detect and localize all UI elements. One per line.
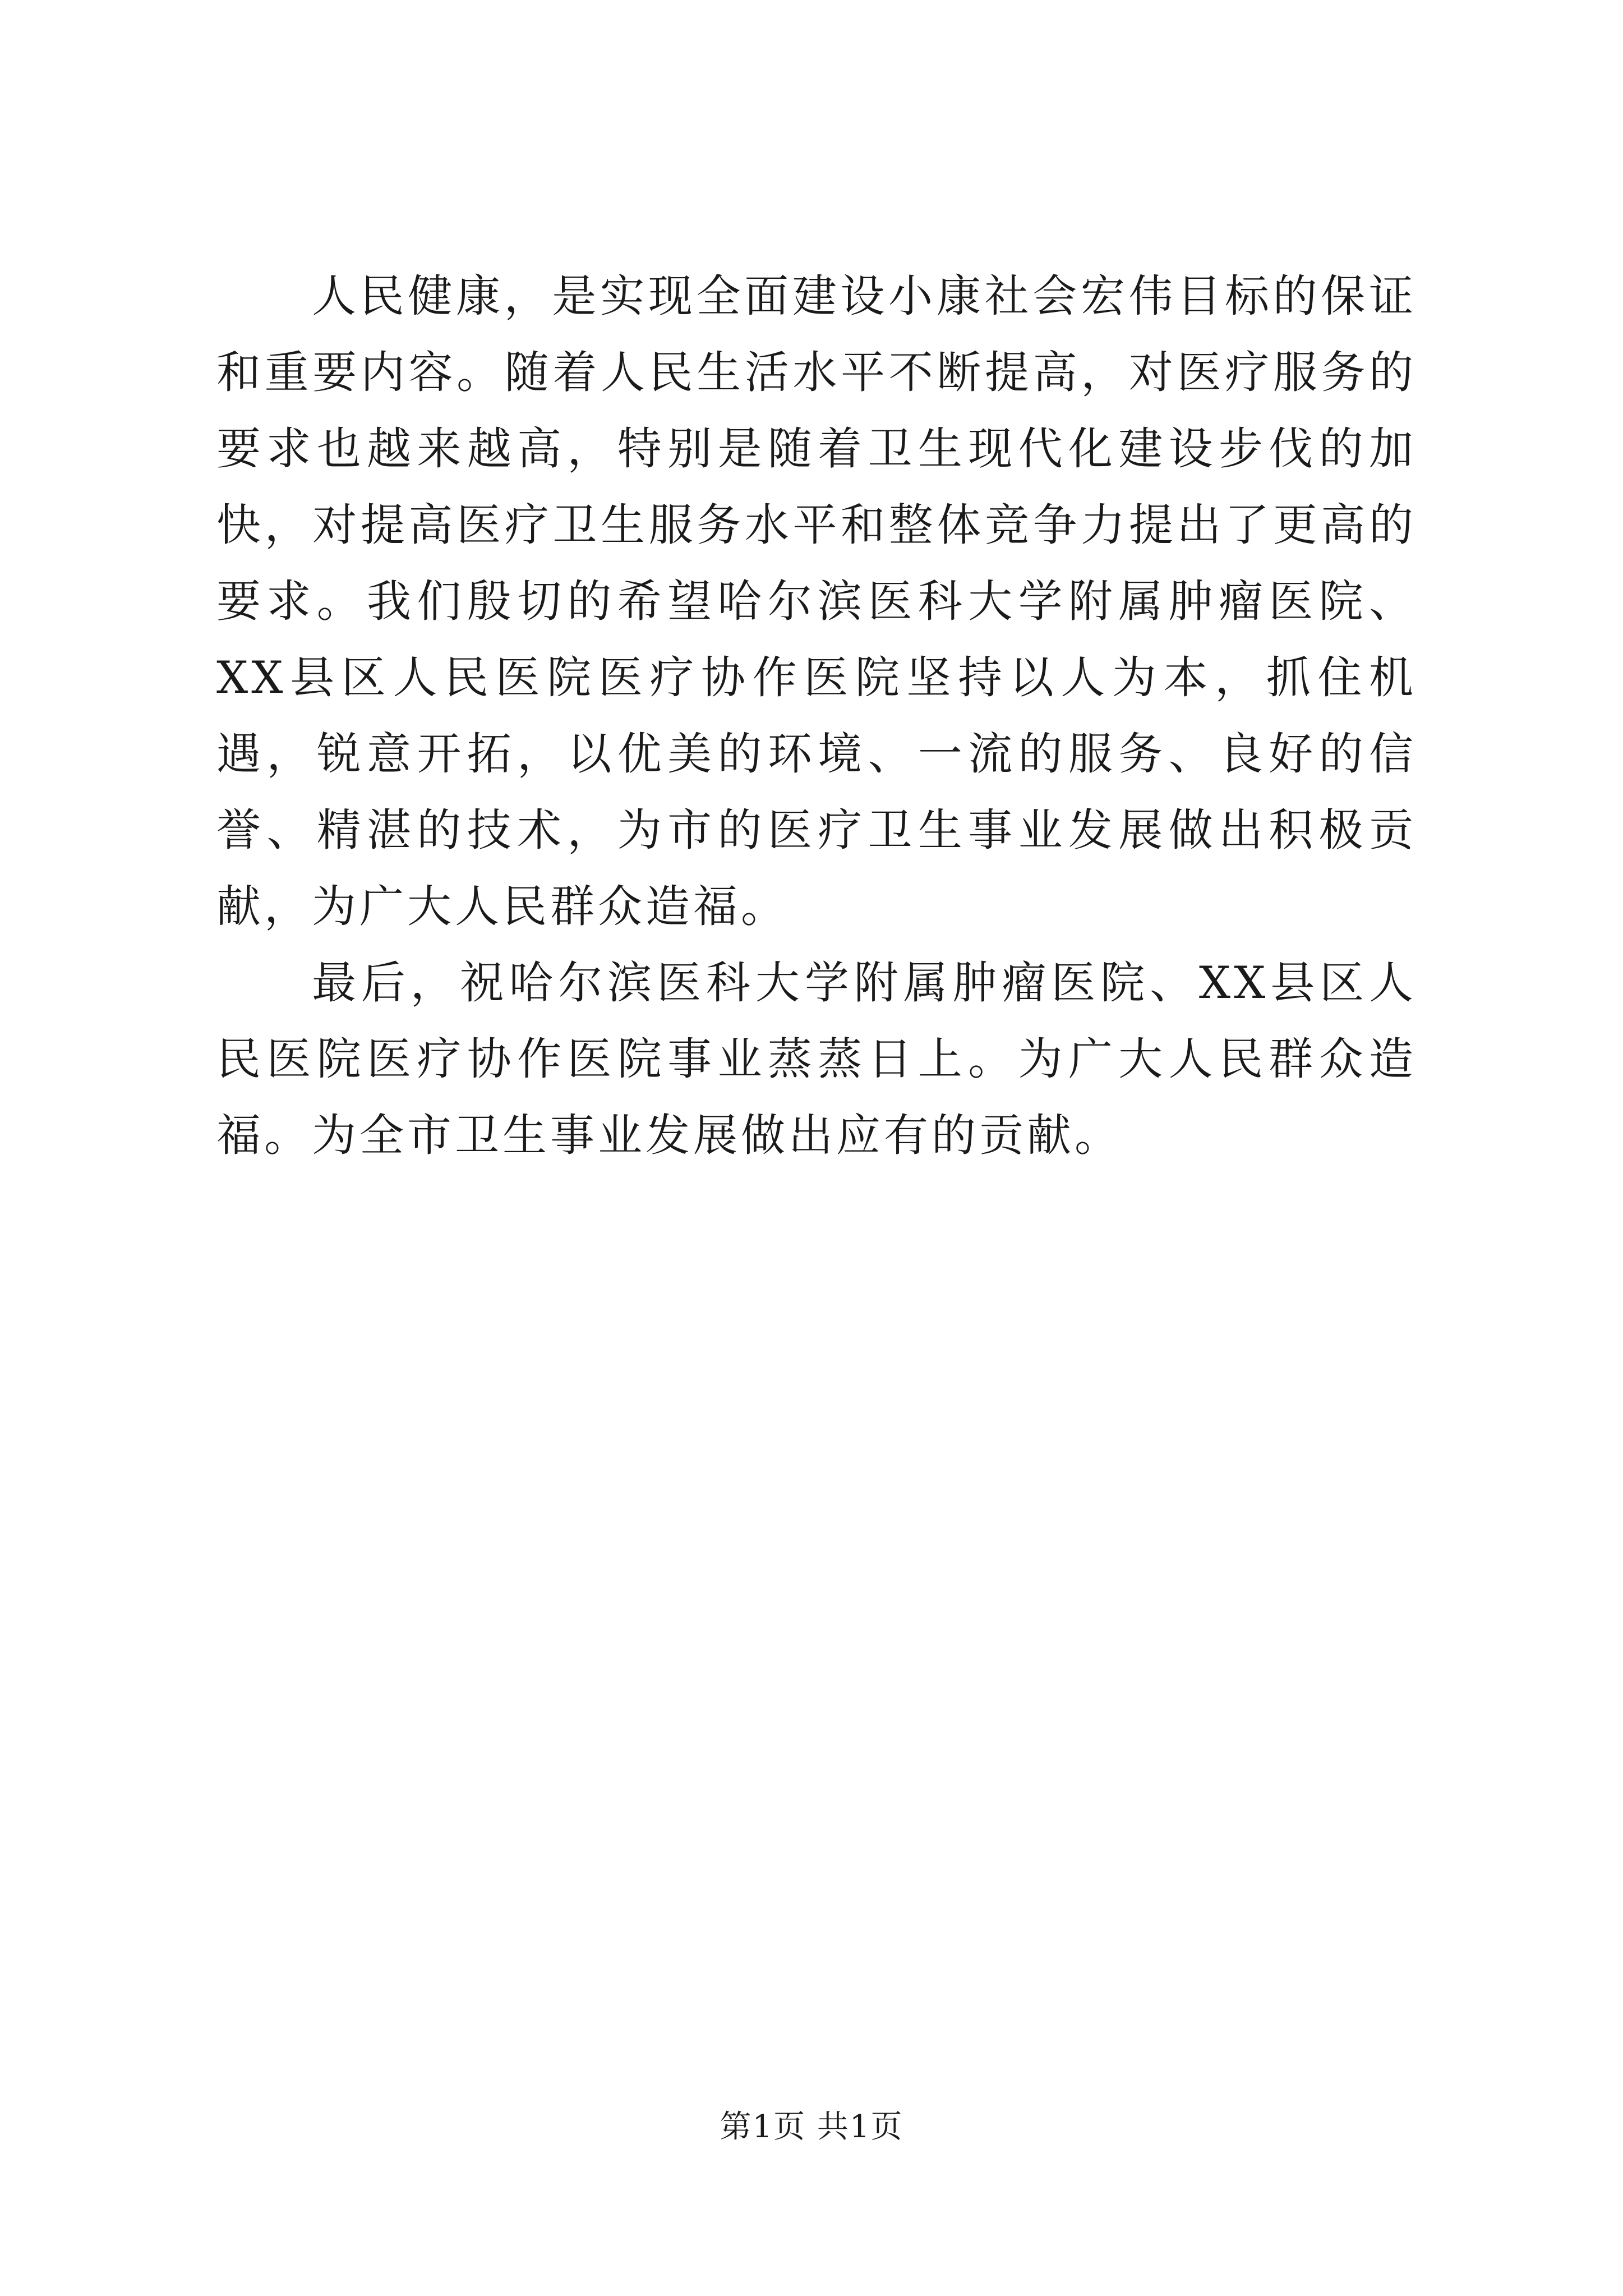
paragraph-2: 最后，祝哈尔滨医科大学附属肿瘤医院、XX县区人民医院医疗协作医院事业蒸蒸日上。为广大人民群众造福。为全市卫生事业发展做出应有的贡献。 [216,957,1417,1161]
page-footer: 第1页 共1页 [720,2109,903,2145]
document-body [216,258,1417,1174]
paragraph-1: 人民健康，是实现全面建设小康社会宏伟目标的保证和重要内容。随着人民生活水平不断提高，对医疗服务的要求也越来越高，特别是随着卫生现代化建设步伐的加快，对提高医疗卫生服务水平和整体竞争力提出了更高的要求。我们殷切的希望哈尔滨医科大学附属肿瘤医院、XX县区人民医院医疗协作医院坚持以人为本，抓住机遇，锐意开拓，以优美的环境、一流的服务、良好的信誉、精湛的技术，为市的医疗卫生事业发展做出积极贡献，为广大人民群众造福。 [216,270,1417,932]
